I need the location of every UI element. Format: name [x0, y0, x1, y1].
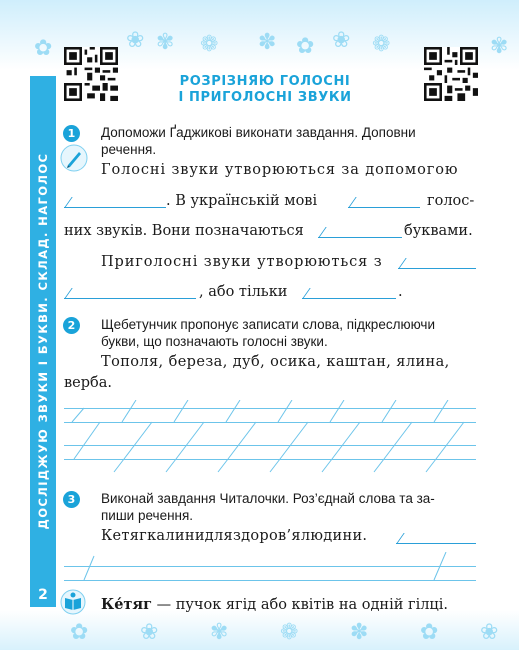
answer-blank[interactable]	[64, 298, 196, 300]
flower-icon: ✾	[490, 34, 509, 59]
task-number: 3	[63, 491, 80, 508]
writing-lines[interactable]	[64, 400, 476, 476]
sentence-text: Приголосні звуки утворюються з	[101, 254, 383, 270]
slant-guides	[64, 552, 476, 582]
slant-guides	[64, 400, 476, 476]
page-title	[150, 74, 380, 106]
section-title: ДОСЛІДЖУЮ ЗВУКИ І БУКВИ. СКЛАД. НАГОЛОС	[36, 152, 50, 530]
flower-icon: ❀	[332, 28, 351, 53]
answer-blank[interactable]	[318, 237, 402, 239]
flower-icon: ✿	[70, 620, 89, 645]
flower-icon: ✽	[350, 620, 369, 645]
title-line: І ПРИГОЛОСНІ ЗВУКИ	[178, 90, 352, 105]
title-line: РОЗРІЗНЯЮ ГОЛОСНІ	[179, 74, 351, 89]
flower-icon: ❀	[126, 28, 145, 53]
sentence-text: них звуків. Вони позначаються	[64, 223, 304, 239]
flower-icon: ✿	[420, 620, 439, 645]
instruction-line: речення.	[101, 142, 157, 157]
qr-code-icon[interactable]	[424, 47, 478, 101]
instruction-line: букви, що позначають голосні звуки.	[101, 334, 328, 349]
answer-blank[interactable]	[64, 207, 166, 209]
flower-icon: ✿	[34, 36, 53, 61]
word-list: Тополя, береза, дуб, осика, каштан, ялина,	[101, 354, 450, 370]
sentence-text: , або тільки	[199, 284, 288, 300]
answer-blank[interactable]	[348, 207, 420, 209]
qr-code-icon[interactable]	[64, 47, 118, 101]
task-number: 1	[63, 125, 80, 142]
instruction-line: Виконай завдання Читалочки. Роз’єднай слова та за-	[101, 491, 435, 506]
answer-blank[interactable]	[398, 268, 476, 270]
flower-icon: ❁	[372, 32, 391, 57]
page-number: 2	[30, 583, 56, 607]
book-icon	[60, 589, 86, 615]
word-list: верба.	[64, 375, 113, 391]
instruction-line: пиши речення.	[101, 508, 194, 523]
flower-icon: ❁	[200, 32, 219, 57]
instruction-line: Щебетунчик пропонує записати слова, підкреслюючи	[101, 317, 435, 332]
sentence-text: буквами.	[404, 223, 473, 239]
flower-icon: ❁	[280, 620, 299, 645]
definition-body: — пучок ягід або квітів на одній гілці.	[152, 597, 448, 613]
sentence-text: голос-	[427, 193, 475, 209]
sentence-text: Голосні звуки утворюються за допомогою	[101, 162, 459, 178]
definition-term: Ке́тяг	[101, 596, 152, 613]
flower-icon: ✾	[156, 30, 175, 55]
flower-icon: ✾	[210, 620, 229, 645]
pen-icon	[60, 144, 88, 172]
task-instruction	[101, 490, 435, 524]
definition-text	[101, 596, 448, 614]
flower-icon: ❀	[140, 620, 159, 645]
instruction-line: Допоможи Ґаджикові виконати завдання. Доповни	[101, 125, 416, 140]
task-instruction	[101, 124, 416, 158]
sentence-text: .	[398, 284, 403, 300]
task-instruction	[101, 316, 435, 350]
answer-blank[interactable]	[302, 298, 396, 300]
writing-lines[interactable]	[64, 552, 476, 582]
merged-sentence: Кетягкалинидляздоров’ялюдини.	[101, 528, 368, 544]
answer-blank[interactable]	[396, 543, 476, 545]
flower-icon: ✿	[296, 34, 315, 59]
task-number: 2	[63, 317, 80, 334]
sentence-text: . В українській мові	[166, 193, 318, 209]
flower-icon: ❀	[480, 620, 499, 645]
flower-icon: ✽	[258, 30, 277, 55]
